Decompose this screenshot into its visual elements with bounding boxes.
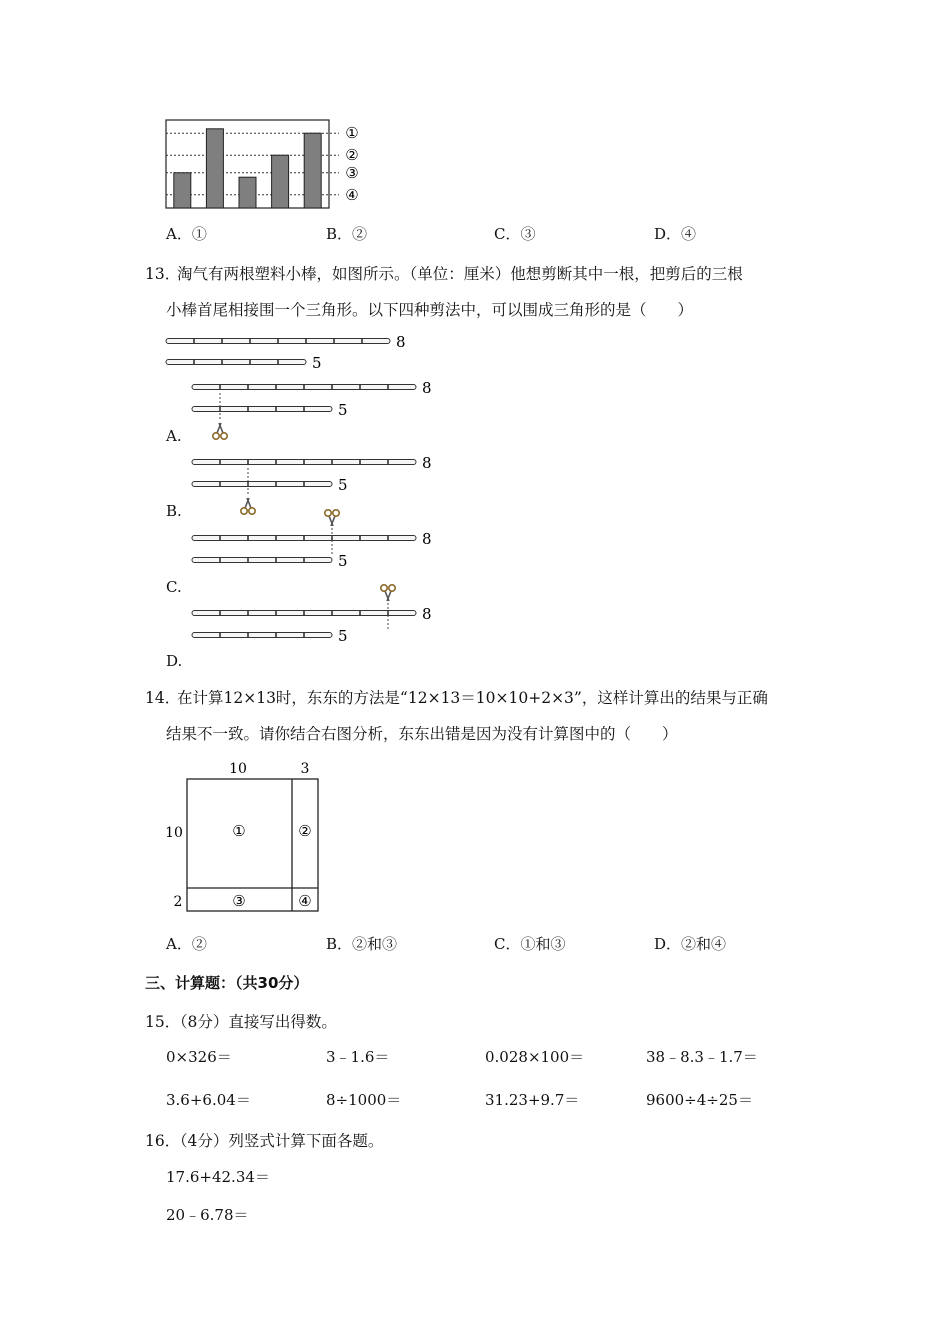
q15-item: 0.028×100＝: [485, 1048, 585, 1066]
q12-level-label: ③: [345, 163, 359, 182]
q12-bar-chart: [160, 116, 370, 216]
q15-number: 15．: [145, 1013, 181, 1031]
q14-area-diagram: [160, 756, 340, 916]
q13-option-c[interactable]: C.: [166, 578, 182, 596]
q13-stick-8: [192, 530, 432, 548]
q13-stick-length-label: 8: [422, 379, 432, 397]
q13-stick-length-label: 5: [338, 401, 348, 419]
q15-item: 31.23+9.7＝: [485, 1091, 580, 1109]
q15-item: 0×326＝: [166, 1048, 232, 1066]
q14-region-1: ①: [232, 822, 246, 840]
scissors-icon: [325, 510, 339, 526]
q14-option-d[interactable]: D．②和④: [654, 935, 727, 953]
scissors-icon: [213, 423, 227, 439]
q13-sticks-figure: [150, 328, 450, 668]
q14-top-label-3: 3: [300, 761, 310, 777]
q13-stick-8: [166, 333, 406, 351]
q13-stick-length-label: 8: [396, 333, 406, 351]
q12-bar: [239, 177, 256, 208]
q12-bar: [174, 173, 191, 208]
q14-region-3: ③: [232, 892, 246, 910]
q13-stick-length-label: 5: [338, 552, 348, 570]
q13-stick-length-label: 5: [338, 627, 348, 645]
q13-option-d[interactable]: D.: [166, 652, 183, 670]
q13-stick-length-label: 8: [422, 454, 432, 472]
q13-text-line2: 小棒首尾相接围一个三角形。以下四种剪法中，可以围成三角形的是（ ）: [166, 301, 694, 319]
q14-option-b[interactable]: B．②和③: [326, 935, 398, 953]
q13-stick-5: [192, 476, 348, 494]
q12-level-label: ④: [345, 185, 359, 204]
q15-item: 3.6+6.04＝: [166, 1091, 251, 1109]
q13-stick-8: [192, 605, 432, 623]
q13-stick-5: [166, 354, 322, 372]
q16-item: 17.6+42.34＝: [166, 1168, 270, 1186]
q13-stick-length-label: 5: [338, 476, 348, 494]
q12-option-d[interactable]: D．④: [654, 225, 697, 243]
q14-text-line2: 结果不一致。请你结合右图分析，东东出错是因为没有计算图中的（ ）: [166, 725, 678, 743]
q13-option-b[interactable]: B.: [166, 502, 182, 520]
q15-item: 38﹣8.3﹣1.7＝: [646, 1048, 758, 1066]
q15-item: 3﹣1.6＝: [326, 1048, 390, 1066]
q13-number: 13．: [145, 265, 181, 283]
q13-stick-length-label: 8: [422, 530, 432, 548]
q16-text: （4分）列竖式计算下面各题。: [172, 1132, 384, 1150]
q15-item: 9600÷4÷25＝: [646, 1091, 753, 1109]
q12-level-label: ②: [345, 146, 359, 165]
q13-stick-8: [192, 379, 432, 397]
q14-left-label-2: 2: [173, 894, 183, 910]
q13-option-a[interactable]: A.: [166, 427, 182, 445]
q14-number: 14．: [145, 689, 181, 707]
q14-top-label-10: 10: [229, 761, 247, 777]
q14-region-2: ②: [298, 822, 312, 840]
q14-option-a[interactable]: A．②: [166, 935, 207, 953]
q12-level-label: ①: [345, 124, 359, 143]
q13-text-line1: 淘气有两根塑料小棒，如图所示。（单位：厘米）他想剪断其中一根，把剪后的三根: [177, 265, 743, 283]
q14-text-line1: 在计算12×13时，东东的方法是“12×13＝10×10+2×3”，这样计算出的结果与正确: [177, 689, 768, 707]
scissors-icon: [381, 585, 395, 601]
q13-stick-length-label: 5: [312, 354, 322, 372]
q12-option-b[interactable]: B．②: [326, 225, 368, 243]
q12-option-a[interactable]: A．①: [166, 225, 207, 243]
section3-title: 三、计算题：（共30分）: [145, 974, 309, 992]
q13-stick-length-label: 8: [422, 605, 432, 623]
q14-left-label-10: 10: [165, 825, 183, 841]
q13-stick-8: [192, 454, 432, 472]
q13-stick-5: [192, 552, 348, 570]
q13-stick-5: [192, 627, 348, 645]
q15-text: （8分）直接写出得数。: [172, 1013, 337, 1031]
q16-number: 16．: [145, 1132, 181, 1150]
q14-option-c[interactable]: C．①和③: [494, 935, 566, 953]
q16-item: 20﹣6.78＝: [166, 1206, 249, 1224]
scissors-icon: [241, 498, 255, 514]
q13-stick-5: [192, 401, 348, 419]
q14-region-4: ④: [298, 892, 312, 910]
q12-bar: [272, 155, 289, 208]
q15-item: 8÷1000＝: [326, 1091, 402, 1109]
q12-bar: [206, 129, 223, 208]
q12-bar: [304, 133, 321, 208]
q12-option-c[interactable]: C．③: [494, 225, 536, 243]
